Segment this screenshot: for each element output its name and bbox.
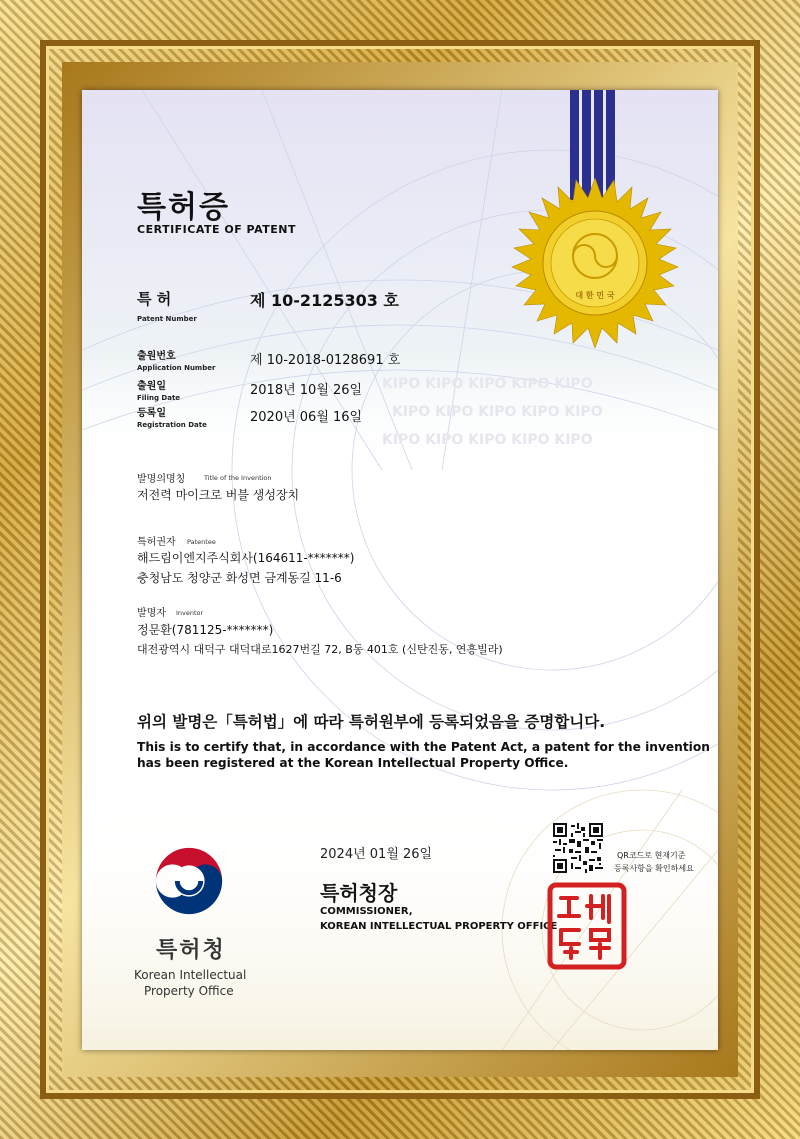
- official-red-seal: [547, 882, 627, 970]
- patentee-address: 충청남도 청양군 화성면 금계동길 11-6: [137, 571, 342, 585]
- certificate-title-en: CERTIFICATE OF PATENT: [137, 223, 296, 236]
- qr-note-line2: 등록사항을 확인하세요: [614, 864, 694, 873]
- watermark-text: [382, 376, 603, 448]
- filing-date: 2018년 10월 26일: [250, 383, 363, 398]
- registration-label-en: Registration Date: [137, 421, 207, 429]
- application-label-en: Application Number: [137, 364, 216, 372]
- patent-number: 제 10-2125303 호: [250, 291, 399, 310]
- certification-statement-ko: 위의 발명은「특허법」에 따라 특허원부에 등록되었음을 증명합니다.: [137, 713, 606, 731]
- svg-text:KIPO KIPO KIPO KIPO KIPO: KIPO KIPO KIPO KIPO KIPO: [392, 404, 603, 420]
- office-name-ko: 특허청: [156, 938, 226, 963]
- inventor-label-ko: 발명자: [137, 608, 166, 619]
- certificate-title-ko: 특허증: [137, 190, 230, 225]
- qr-note-line1: QR코드로 현재기준: [617, 851, 686, 860]
- qr-code[interactable]: [553, 823, 603, 873]
- invention-label-en: Title of the Invention: [204, 474, 272, 482]
- patentee-label-en: Patentee: [187, 538, 216, 546]
- certificate-paper: [82, 90, 718, 1050]
- filing-label-ko: 출원일: [137, 381, 166, 392]
- commissioner-title-en-line2: KOREAN INTELLECTUAL PROPERTY OFFICE: [320, 921, 558, 932]
- inventor-label-en: Inventor: [176, 609, 204, 617]
- svg-text:KIPO KIPO KIPO KIPO KIPO: KIPO KIPO KIPO KIPO KIPO: [382, 432, 593, 448]
- svg-text:대 한 민 국: 대 한 민 국: [575, 291, 615, 300]
- patentee-label-ko: 특허권자: [137, 537, 176, 548]
- registration-date: 2020년 06월 16일: [250, 410, 363, 425]
- issue-date: 2024년 01월 26일: [320, 847, 433, 862]
- application-label-ko: 출원번호: [137, 351, 176, 362]
- certification-statement-en: This is to certify that, in accordance with the Patent Act, a patent for the invention has been registered at the Korean Intellectual Property Office.: [137, 740, 710, 770]
- patent-label-en: Patent Number: [137, 315, 197, 323]
- application-number: 제 10-2018-0128691 호: [250, 353, 401, 368]
- office-name-en-line1: Korean Intellectual: [134, 968, 247, 982]
- inventor-address: 대전광역시 대덕구 대덕대로1627번길 72, B동 401호 (신탄진동, 연흥빌라): [137, 643, 503, 656]
- patent-label-ko: 특 허: [137, 290, 172, 308]
- gold-medal-emblem: [510, 178, 680, 348]
- svg-text:특허청장인: 특허청장인: [579, 965, 595, 969]
- office-name-en-line2: Property Office: [144, 984, 234, 998]
- kipo-taegeuk-logo: [150, 842, 228, 920]
- svg-text:KIPO KIPO KIPO KIPO KIPO: KIPO KIPO KIPO KIPO KIPO: [382, 376, 593, 392]
- commissioner-title-en-line1: COMMISSIONER,: [320, 906, 413, 917]
- commissioner-title-ko: 특허청장: [320, 881, 398, 905]
- inventor-name: 정문환(781125-*******): [137, 623, 274, 637]
- patentee-name: 해드림이엔지주식회사(164611-*******): [137, 551, 355, 565]
- invention-title: 저전력 마이크로 버블 생성장치: [137, 488, 300, 502]
- registration-label-ko: 등록일: [137, 408, 166, 419]
- filing-label-en: Filing Date: [137, 394, 181, 402]
- invention-label-ko: 발명의명칭: [137, 474, 186, 485]
